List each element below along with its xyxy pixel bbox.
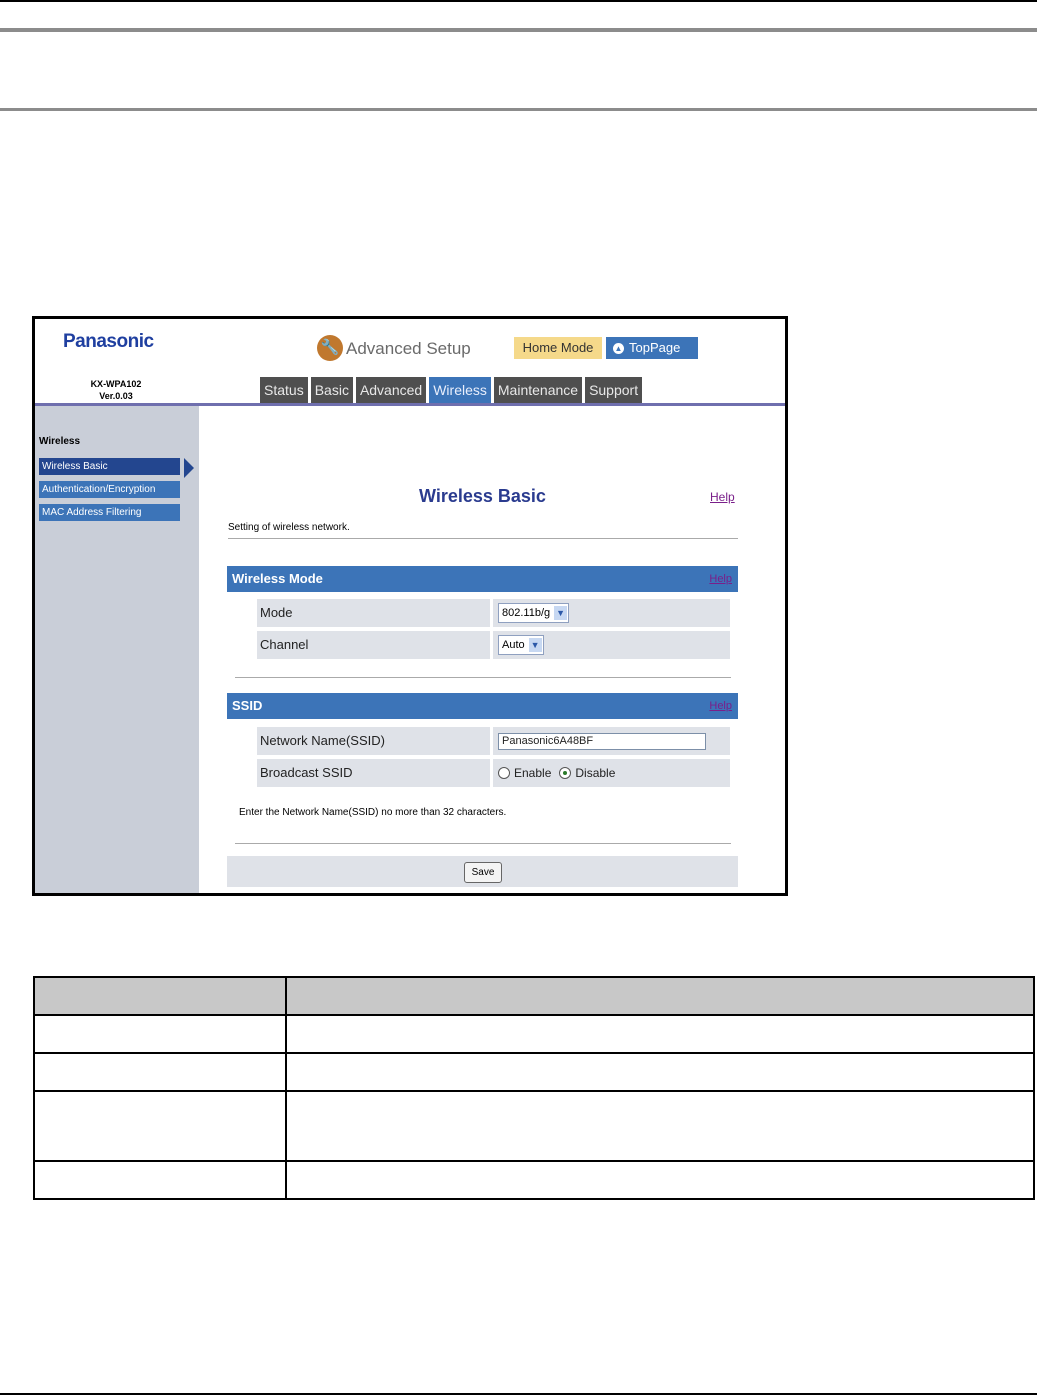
tab-maintenance[interactable]: Maintenance [494, 377, 582, 403]
wrench-icon: 🔧 [317, 335, 343, 361]
model-info [35, 378, 197, 402]
firmware-version: Ver.0.03 [99, 391, 133, 401]
table-header-row [34, 977, 1034, 1015]
channel-label: Channel [257, 631, 490, 659]
active-arrow-icon [184, 458, 194, 478]
mode-select[interactable] [498, 603, 569, 623]
divider [235, 843, 731, 844]
wireless-mode-header [227, 566, 738, 592]
sidebar-item-mac-filtering[interactable]: MAC Address Filtering [39, 504, 180, 521]
tab-basic[interactable]: Basic [311, 377, 353, 403]
section-title: Wireless Basic [419, 486, 546, 506]
table-cell [286, 1161, 1034, 1199]
save-bar [227, 856, 738, 887]
table-cell [34, 1161, 286, 1199]
tab-advanced[interactable]: Advanced [356, 377, 426, 403]
brand-area [35, 319, 197, 404]
enable-radio[interactable] [498, 767, 510, 779]
table-row [34, 1091, 1034, 1161]
sidebar-heading: Wireless [39, 436, 81, 447]
header-divider [0, 28, 1037, 32]
broadcast-ssid-row [257, 759, 730, 787]
ssid-name-row [257, 727, 730, 755]
ssid-name-input[interactable]: Panasonic6A48BF [498, 733, 706, 750]
channel-selected-value: Auto [502, 639, 525, 651]
table-cell [34, 977, 286, 1015]
sidebar-item-wireless-basic[interactable]: Wireless Basic [39, 458, 180, 475]
channel-select[interactable] [498, 635, 544, 655]
table-row [34, 1015, 1034, 1053]
wireless-mode-title: Wireless Mode [232, 571, 323, 586]
enable-label: Enable [514, 766, 552, 780]
disable-radio[interactable] [559, 767, 571, 779]
page-title: Advanced Setup [346, 339, 471, 358]
top-page-button[interactable] [606, 337, 698, 359]
table-cell [286, 1053, 1034, 1091]
mode-row [257, 599, 730, 627]
top-rule [0, 0, 1037, 2]
disable-label: Disable [575, 766, 616, 780]
ssid-name-label: Network Name(SSID) [257, 727, 490, 755]
sidebar-item-authentication[interactable]: Authentication/Encryption [39, 481, 180, 498]
table-cell [34, 1015, 286, 1053]
parameter-table [33, 976, 1035, 1200]
table-cell [34, 1091, 286, 1161]
top-page-label: TopPage [629, 340, 681, 355]
table-row [34, 1053, 1034, 1091]
broadcast-ssid-cell [493, 759, 730, 787]
broadcast-ssid-label: Broadcast SSID [257, 759, 490, 787]
tab-wireless[interactable]: Wireless [429, 377, 491, 403]
header-divider [0, 108, 1037, 111]
tab-status[interactable]: Status [260, 377, 308, 403]
channel-row [257, 631, 730, 659]
mode-selected-value: 802.11b/g [502, 607, 551, 619]
model-name: KX-WPA102 [90, 379, 142, 389]
ssid-name-cell [493, 727, 730, 755]
ssid-note: Enter the Network Name(SSID) no more than 32 characters. [239, 807, 507, 818]
mode-label: Mode [257, 599, 490, 627]
ssid-help-link[interactable]: Help [709, 700, 732, 712]
table-cell [286, 1091, 1034, 1161]
help-link[interactable]: Help [710, 490, 735, 504]
chevron-down-icon: ▼ [529, 638, 542, 652]
channel-value-cell [493, 631, 730, 659]
divider [228, 538, 738, 539]
divider [235, 677, 731, 678]
screenshot-frame [32, 316, 788, 896]
wireless-mode-help-link[interactable]: Help [709, 573, 732, 585]
table-cell [286, 1015, 1034, 1053]
tab-bar [260, 377, 642, 403]
up-arrow-icon: ▲ [614, 344, 623, 354]
footer-rule [0, 1393, 1037, 1395]
table-row [34, 1161, 1034, 1199]
main-content [199, 406, 785, 896]
ssid-header [227, 693, 738, 719]
sidebar [35, 406, 199, 896]
logo: Panasonic [63, 331, 154, 352]
mode-value-cell [493, 599, 730, 627]
chevron-down-icon: ▼ [554, 606, 567, 620]
table-cell [286, 977, 1034, 1015]
table-cell [34, 1053, 286, 1091]
tab-support[interactable]: Support [585, 377, 642, 403]
ssid-title: SSID [232, 698, 263, 713]
save-button[interactable]: Save [464, 862, 502, 883]
home-mode-button[interactable]: Home Mode [514, 337, 602, 359]
page-description: Setting of wireless network. [228, 522, 350, 533]
